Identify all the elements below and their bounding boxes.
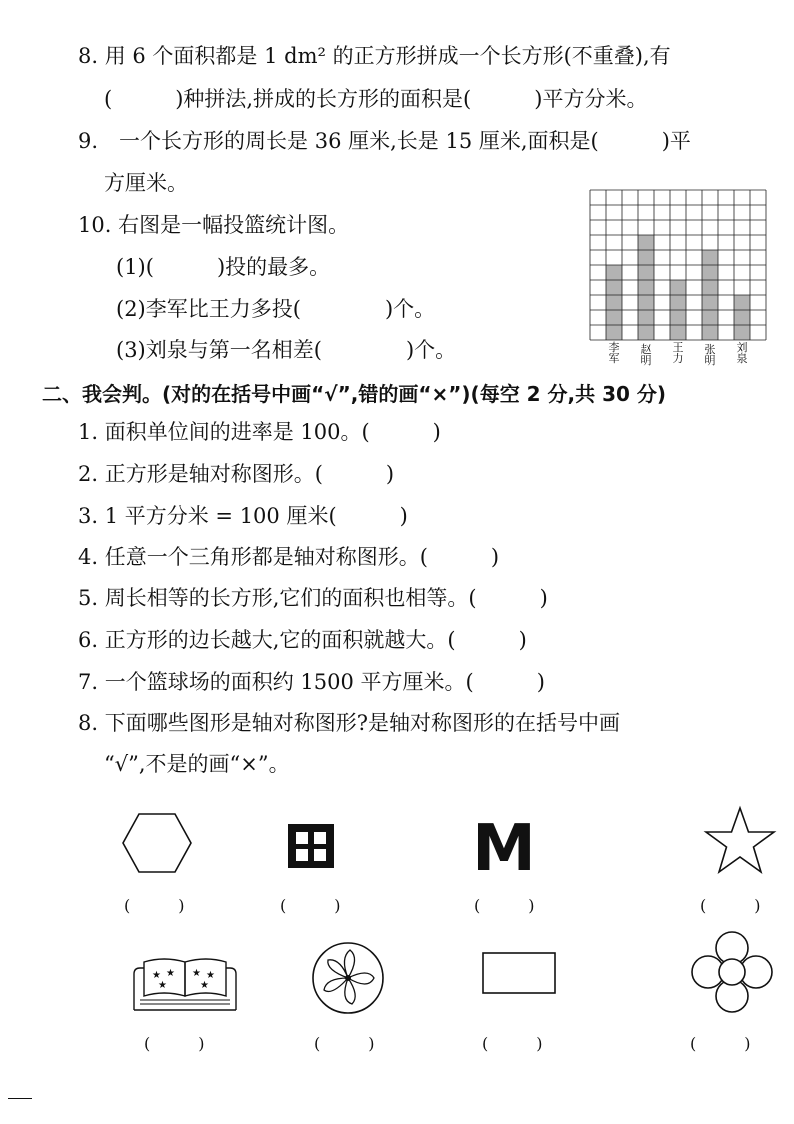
section2-heading: 二、我会判。(对的在括号中画“√”,错的画“×”)(每空 2 分,共 30 分) (42, 382, 667, 406)
judge-item-1: 1. 面积单位间的进率是 100。( ) (78, 420, 441, 444)
q9-line1: 9. 一个长方形的周长是 36 厘米,长是 15 厘米,面积是( )平 (78, 129, 691, 153)
letter-m-icon (472, 812, 536, 886)
five-petal-flower-icon (690, 930, 774, 1014)
judge-item-2: 2. 正方形是轴对称图形。( ) (78, 462, 395, 486)
basketball-bar-chart (590, 190, 766, 340)
judge-item-8-line2: “√”,不是的画“×”。 (104, 752, 290, 776)
answer-parens-7[interactable]: ( ) (482, 1034, 543, 1053)
letter-m-text: M (472, 812, 536, 886)
answer-parens-2[interactable]: ( ) (280, 896, 341, 915)
hexagon-icon (122, 812, 192, 874)
judge-item-7: 7. 一个篮球场的面积约 1500 平方厘米。( ) (78, 670, 545, 694)
svg-text:★: ★ (206, 970, 215, 981)
chart-category-labels (590, 342, 766, 372)
answer-parens-3[interactable]: ( ) (474, 896, 535, 915)
judge-item-3: 3. 1 平方分米 = 100 厘米( ) (78, 504, 408, 528)
q10-sub1: (1)( )投的最多。 (116, 255, 331, 279)
answer-parens-6[interactable]: ( ) (314, 1034, 375, 1053)
judge-item-8-line1: 8. 下面哪些图形是轴对称图形?是轴对称图形的在括号中画 (78, 711, 620, 735)
star-icon (704, 806, 776, 874)
svg-text:★: ★ (192, 968, 201, 979)
q10-sub3: (3)刘泉与第一名相差( )个。 (116, 338, 457, 362)
answer-parens-5[interactable]: ( ) (144, 1034, 205, 1053)
open-book-icon (130, 952, 240, 1014)
bar-1 (638, 235, 654, 340)
answer-parens-1[interactable]: ( ) (124, 896, 185, 915)
page-corner-mark (8, 1098, 32, 1099)
judge-item-5: 5. 周长相等的长方形,它们的面积也相等。( ) (78, 586, 548, 610)
category-label-3: 张明 (704, 343, 716, 367)
category-label-1: 赵明 (640, 343, 652, 367)
q8-line2: ( )种拼法,拼成的长方形的面积是( )平方分米。 (104, 87, 648, 111)
rectangle-icon (482, 952, 556, 994)
q8-line1: 8. 用 6 个面积都是 1 dm² 的正方形拼成一个长方形(不重叠),有 (78, 44, 671, 68)
answer-parens-4[interactable]: ( ) (700, 896, 761, 915)
svg-text:★: ★ (166, 968, 175, 979)
bar-4 (734, 295, 750, 340)
q10-sub2: (2)李军比王力多投( )个。 (116, 297, 436, 321)
q10-line: 10. 右图是一幅投篮统计图。 (78, 213, 350, 237)
bauhinia-flower-icon (310, 940, 386, 1016)
q9-line2: 方厘米。 (104, 171, 188, 195)
category-label-4: 刘泉 (736, 341, 748, 365)
svg-text:★: ★ (152, 970, 161, 981)
svg-text:★: ★ (158, 980, 167, 991)
category-label-0: 李军 (608, 341, 620, 365)
window-grid-icon (288, 824, 334, 868)
answer-parens-8[interactable]: ( ) (690, 1034, 751, 1053)
judge-item-4: 4. 任意一个三角形都是轴对称图形。( ) (78, 545, 500, 569)
category-label-2: 王力 (672, 341, 684, 365)
svg-text:★: ★ (200, 980, 209, 991)
judge-item-6: 6. 正方形的边长越大,它的面积就越大。( ) (78, 628, 527, 652)
bar-0 (606, 265, 622, 340)
